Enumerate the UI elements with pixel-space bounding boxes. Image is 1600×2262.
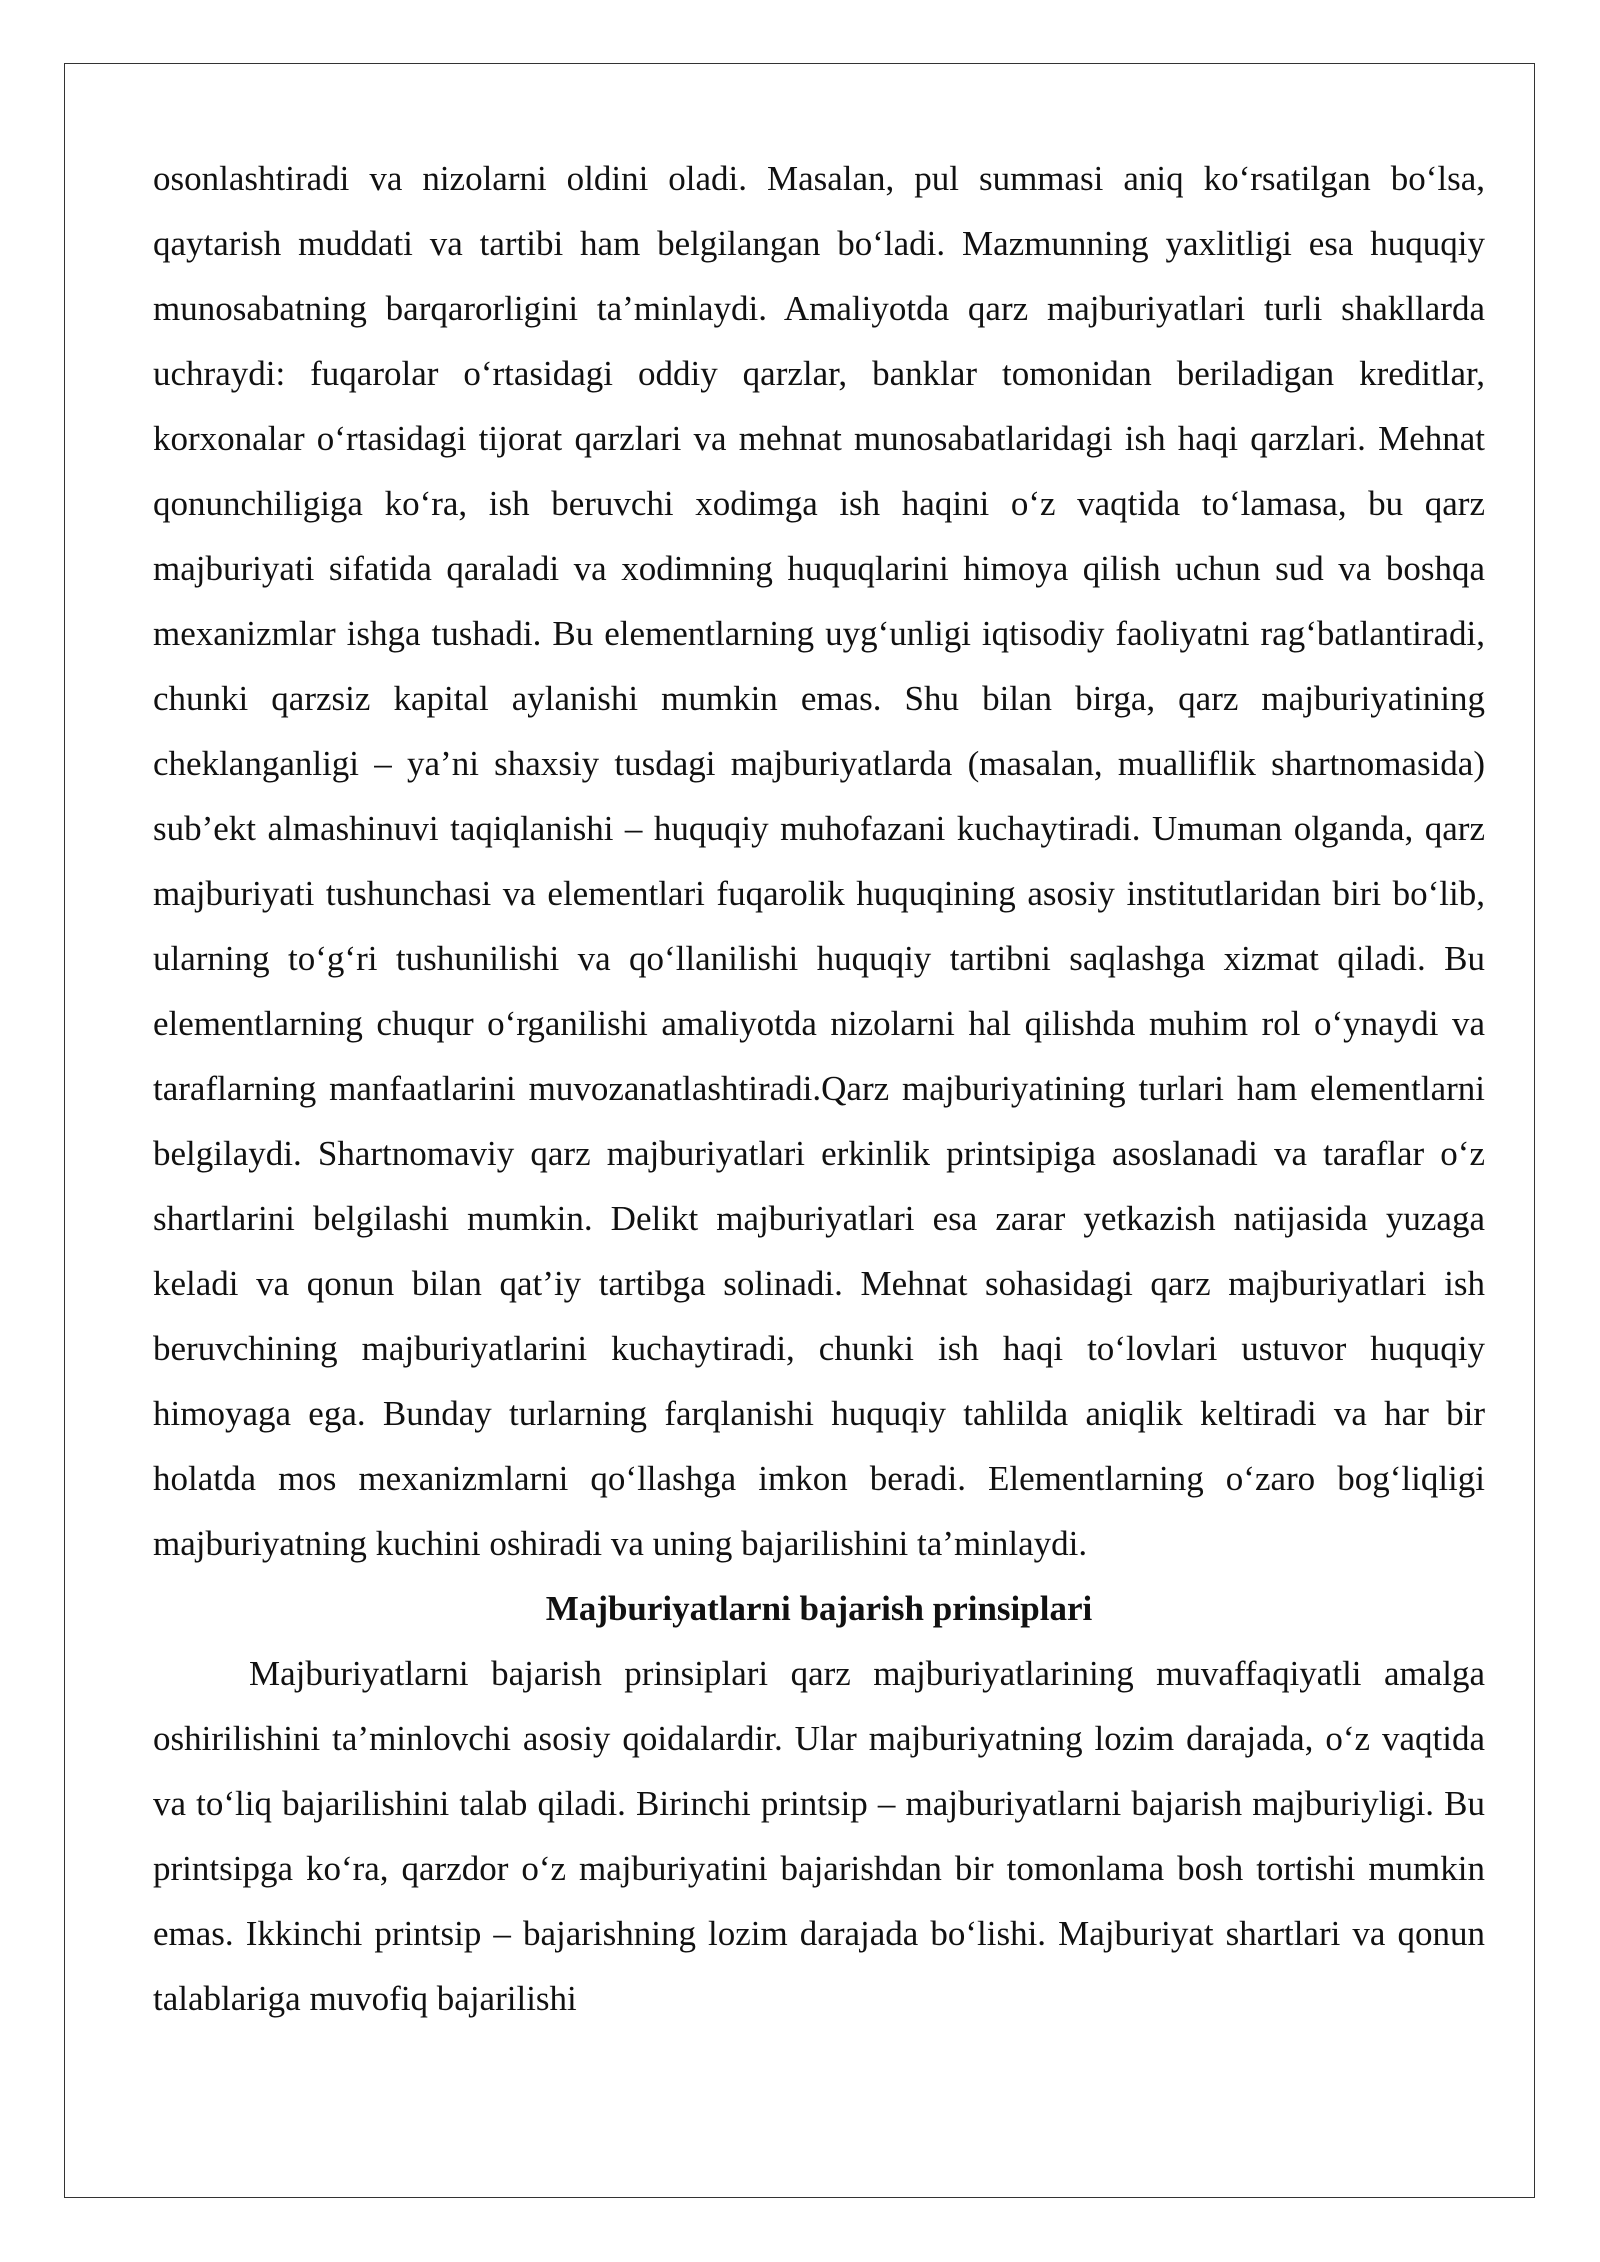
body-paragraph: Majburiyatlarni bajarish prinsiplari qarz majburiyatlarining muvaffaqiyatli amalga oshirilishini ta’minlovchi asosiy qoidalardir. Ular majburiyatning lozim darajada, o‘z vaqtida va to‘liq bajarilishini talab qiladi. Birinchi printsip – majburiyatlarni bajarish majburiyligi. Bu printsipga ko‘ra, qarzdor o‘z majburiyatini bajarishdan bir tomonlama bosh tortishi mumkin emas. Ikkinchi printsip – bajarishning lozim darajada bo‘lishi. Majburiyat shartlari va qonun talablariga muvofiq bajarilishi [153,1654,1485,2018]
document-body [153,146,1485,2031]
section-heading: Majburiyatlarni bajarish prinsiplari [545,1589,1093,1628]
body-paragraph: osonlashtiradi va nizolarni oldini oladi. Masalan, pul summasi aniq ko‘rsatilgan bo‘lsa, qaytarish muddati va tartibi ham belgilangan bo‘ladi. Mazmunning yaxlitligi esa huquqiy munosabatning barqarorligini ta’minlaydi. Amaliyotda qarz majburiyatlari turli shakllarda uchraydi: fuqarolar o‘rtasidagi oddiy qarzlar, banklar tomonidan beriladigan kreditlar, korxonalar o‘rtasidagi tijorat qarzlari va mehnat munosabatlaridagi ish haqi qarzlari. Mehnat qonunchiligiga ko‘ra, ish beruvchi xodimga ish haqini o‘z vaqtida to‘lamasa, bu qarz majburiyati sifatida qaraladi va xodimning huquqlarini himoya qilish uchun sud va boshqa mexanizmlar ishga tushadi. Bu elementlarning uyg‘unligi iqtisodiy faoliyatni rag‘batlantiradi, chunki qarzsiz kapital aylanishi mumkin emas. Shu bilan birga, qarz majburiyatining cheklanganligi – ya’ni shaxsiy tusdagi majburiyatlarda (masalan, mualliflik shartnomasida) sub’ekt almashinuvi taqiqlanishi – huquqiy muhofazani kuchaytiradi. Umuman olganda, qarz majburiyati tushunchasi va elementlari fuqarolik huquqining asosiy institutlaridan biri bo‘lib, ularning to‘g‘ri tushunilishi va qo‘llanilishi huquqiy tartibni saqlashga xizmat qiladi. Bu elementlarning chuqur o‘rganilishi amaliyotda nizolarni hal qilishda muhim rol o‘ynaydi va taraflarning manfaatlarini muvozanatlashtiradi.Qarz majburiyatining turlari ham elementlarni belgilaydi. Shartnomaviy qarz majburiyatlari erkinlik printsipiga asoslanadi va taraflar o‘z shartlarini belgilashi mumkin. Delikt majburiyatlari esa zarar yetkazish natijasida yuzaga keladi va qonun bilan qat’iy tartibga solinadi. Mehnat sohasidagi qarz majburiyatlari ish beruvchining majburiyatlarini kuchaytiradi, chunki ish haqi to‘lovlari ustuvor huquqiy himoyaga ega. Bunday turlarning farqlanishi huquqiy tahlilda aniqlik keltiradi va har bir holatda mos mexanizmlarni qo‘llashga imkon beradi. Elementlarning o‘zaro bog‘liqligi majburiyatning kuchini oshiradi va uning bajarilishini ta’minlaydi. [153,159,1485,1563]
